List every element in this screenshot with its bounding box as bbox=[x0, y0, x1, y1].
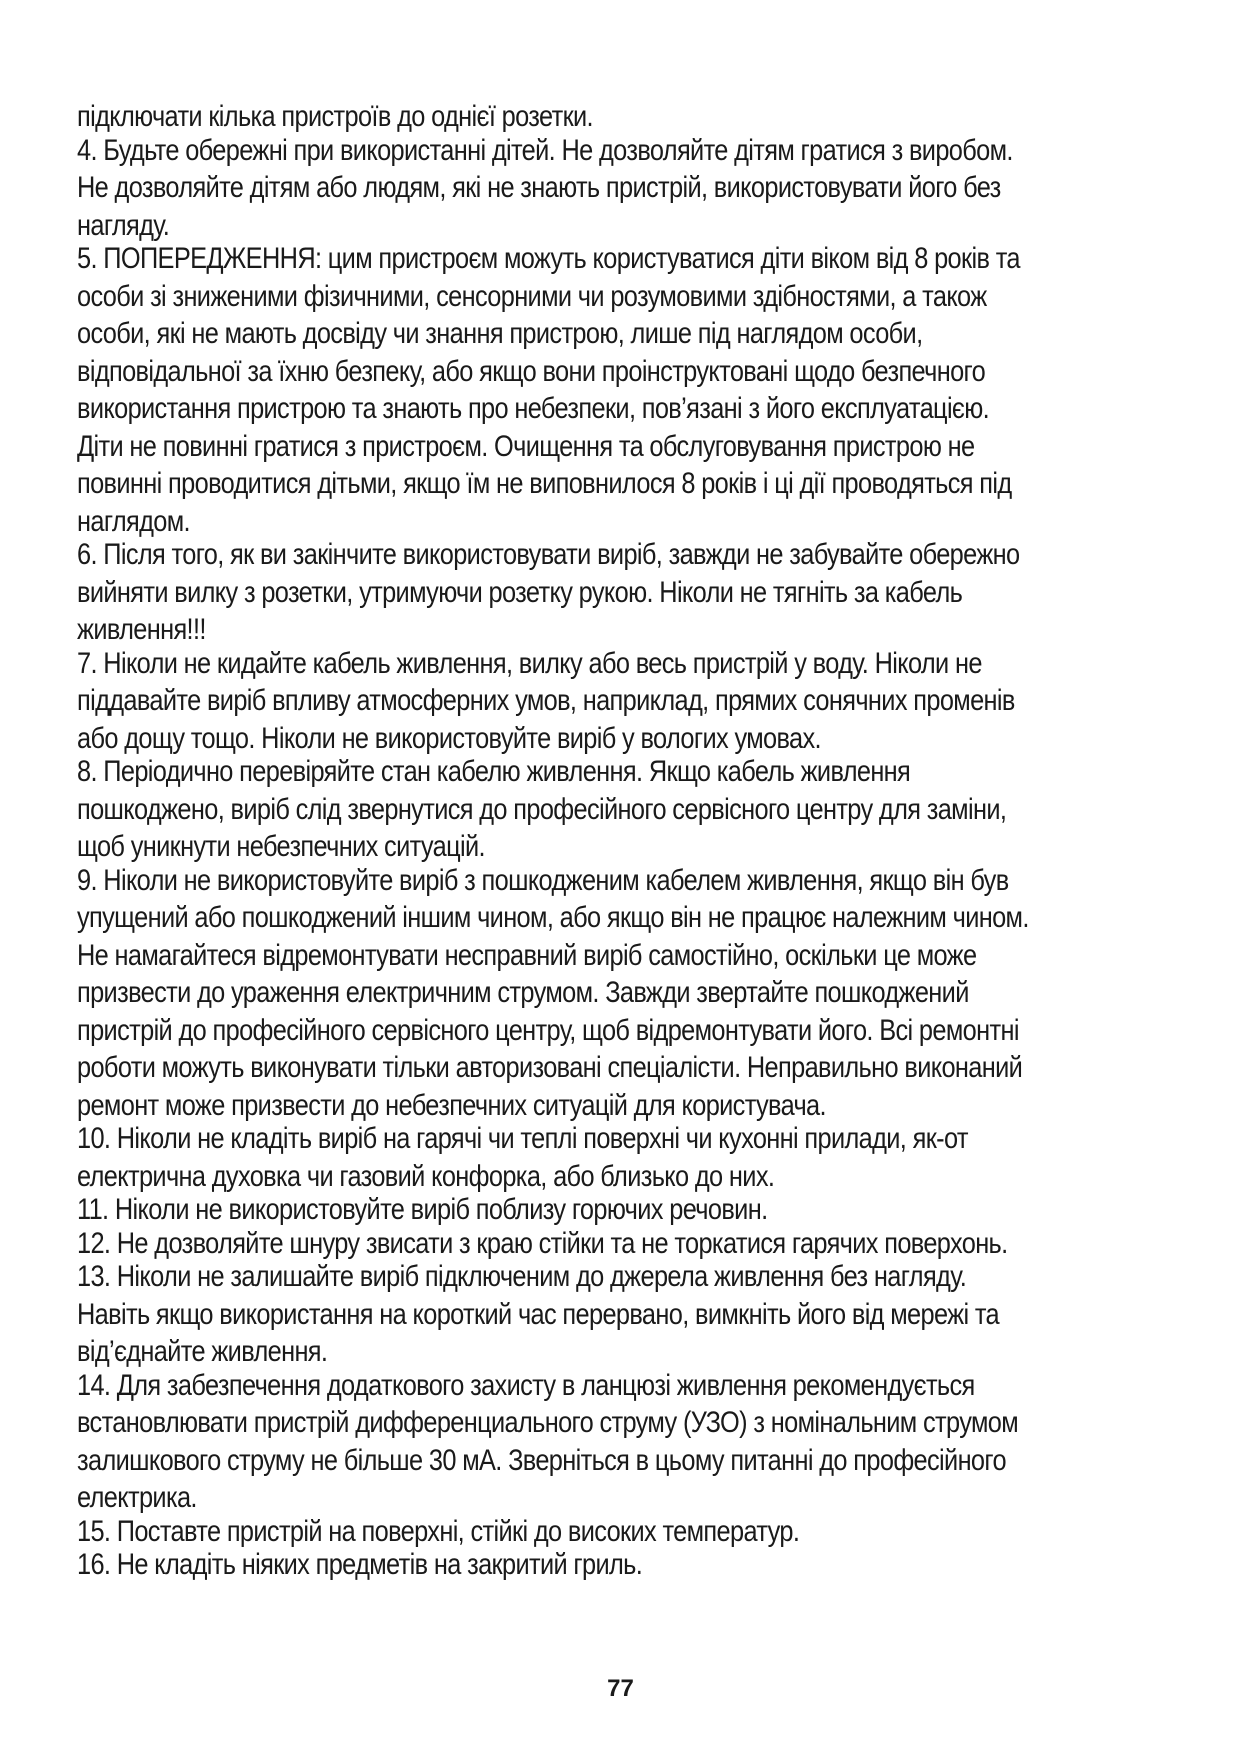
paragraph-item-5: 5. ПОПЕРЕДЖЕННЯ: цим пристроєм можуть користуватися діти віком від 8 років та особи зі зниженими фізичними, сенсорними чи розумовими здібностями, а також особи, які не мають досвіду чи знання пристрою, лише під наглядом особи, відповідальної за їхню безпеку, або якщо вони проінструктовані щодо безпечного використання пристрою та знають про небезпеки, пов’язані з його експлуатацією. Діти не повинні гратися з пристроєм. Очищення та обслуговування пристрою не повинні проводитися дітьми, якщо їм не виповнилося 8 років і ці дії проводяться під наглядом. bbox=[77, 242, 1020, 538]
document-body bbox=[77, 98, 1177, 1584]
page-number: 77 bbox=[607, 1675, 634, 1702]
paragraph-item-14: 14. Для забезпечення додаткового захисту в ланцюзі живлення рекомендується встановлювати пристрій дифференциального струму (УЗО) з номінальним струмом залишкового струму не більше 30 мА. Зверніться в цьому питанні до професійного електрика. bbox=[77, 1368, 1019, 1514]
paragraph-item-8: 8. Періодично перевіряйте стан кабелю живлення. Якщо кабель живлення пошкоджено, виріб слід звернутися до професійного сервісного центру для заміни, щоб уникнути небезпечних ситуацій. bbox=[77, 755, 1007, 863]
paragraph-item-10: 10. Ніколи не кладіть виріб на гарячі чи теплі поверхні чи кухонні прилади, як-от електрична духовка чи газовий конфорка, або близько до них. bbox=[77, 1122, 968, 1193]
paragraph-item-15: 15. Поставте пристрій на поверхні, стійкі до високих температур. bbox=[77, 1514, 800, 1548]
paragraph-item-13: 13. Ніколи не залишайте виріб підключеним до джерела живлення без нагляду. Навіть якщо використання на короткий час перервано, вимкніть його від мережі та від’єднайте живлення. bbox=[77, 1260, 1000, 1368]
paragraph-item-4: 4. Будьте обережні при використанні дітей. Не дозволяйте дітям гратися з виробом. Не дозволяйте дітям або людям, які не знають пристрій, використовувати його без нагляду. bbox=[77, 133, 1013, 242]
paragraph-item-9: 9. Ніколи не використовуйте виріб з пошкодженим кабелем живлення, якщо він був упущений або пошкоджений іншим чином, або якщо він не працює належним чином. Не намагайтеся відремонтувати несправний виріб самостійно, оскільки це може призвести до ураження електричним струмом. Завжди звертайте пошкоджений пристрій до професійного сервісного центру, щоб відремонтувати його. Всі ремонтні роботи можуть виконувати тільки авторизовані спеціалісти. Неправильно виконаний ремонт може призвести до небезпечних ситуацій для користувача. bbox=[77, 863, 1029, 1122]
paragraph-item-6: 6. Після того, як ви закінчите використовувати виріб, завжди не забувайте обережно вийняти вилку з розетки, утримуючи розетку рукою. Ніколи не тягніть за кабель живлення!!! bbox=[77, 538, 1020, 646]
paragraph-continuation: підключати кілька пристроїв до однієї розетки. bbox=[77, 100, 593, 133]
paragraph-item-11: 11. Ніколи не використовуйте виріб поблизу горючих речовин. bbox=[77, 1193, 768, 1226]
paragraph-item-12: 12. Не дозволяйте шнуру звисати з краю стійки та не торкатися гарячих поверхонь. bbox=[77, 1226, 1008, 1260]
paragraph-item-7: 7. Ніколи не кидайте кабель живлення, вилку або весь пристрій у воду. Ніколи не піддавайте виріб впливу атмосферних умов, наприклад, прямих сонячних променів або дощу тощо. Ніколи не використовуйте виріб у вологих умовах. bbox=[77, 646, 1015, 755]
paragraph-item-16: 16. Не кладіть ніяких предметів на закритий гриль. bbox=[77, 1548, 643, 1581]
